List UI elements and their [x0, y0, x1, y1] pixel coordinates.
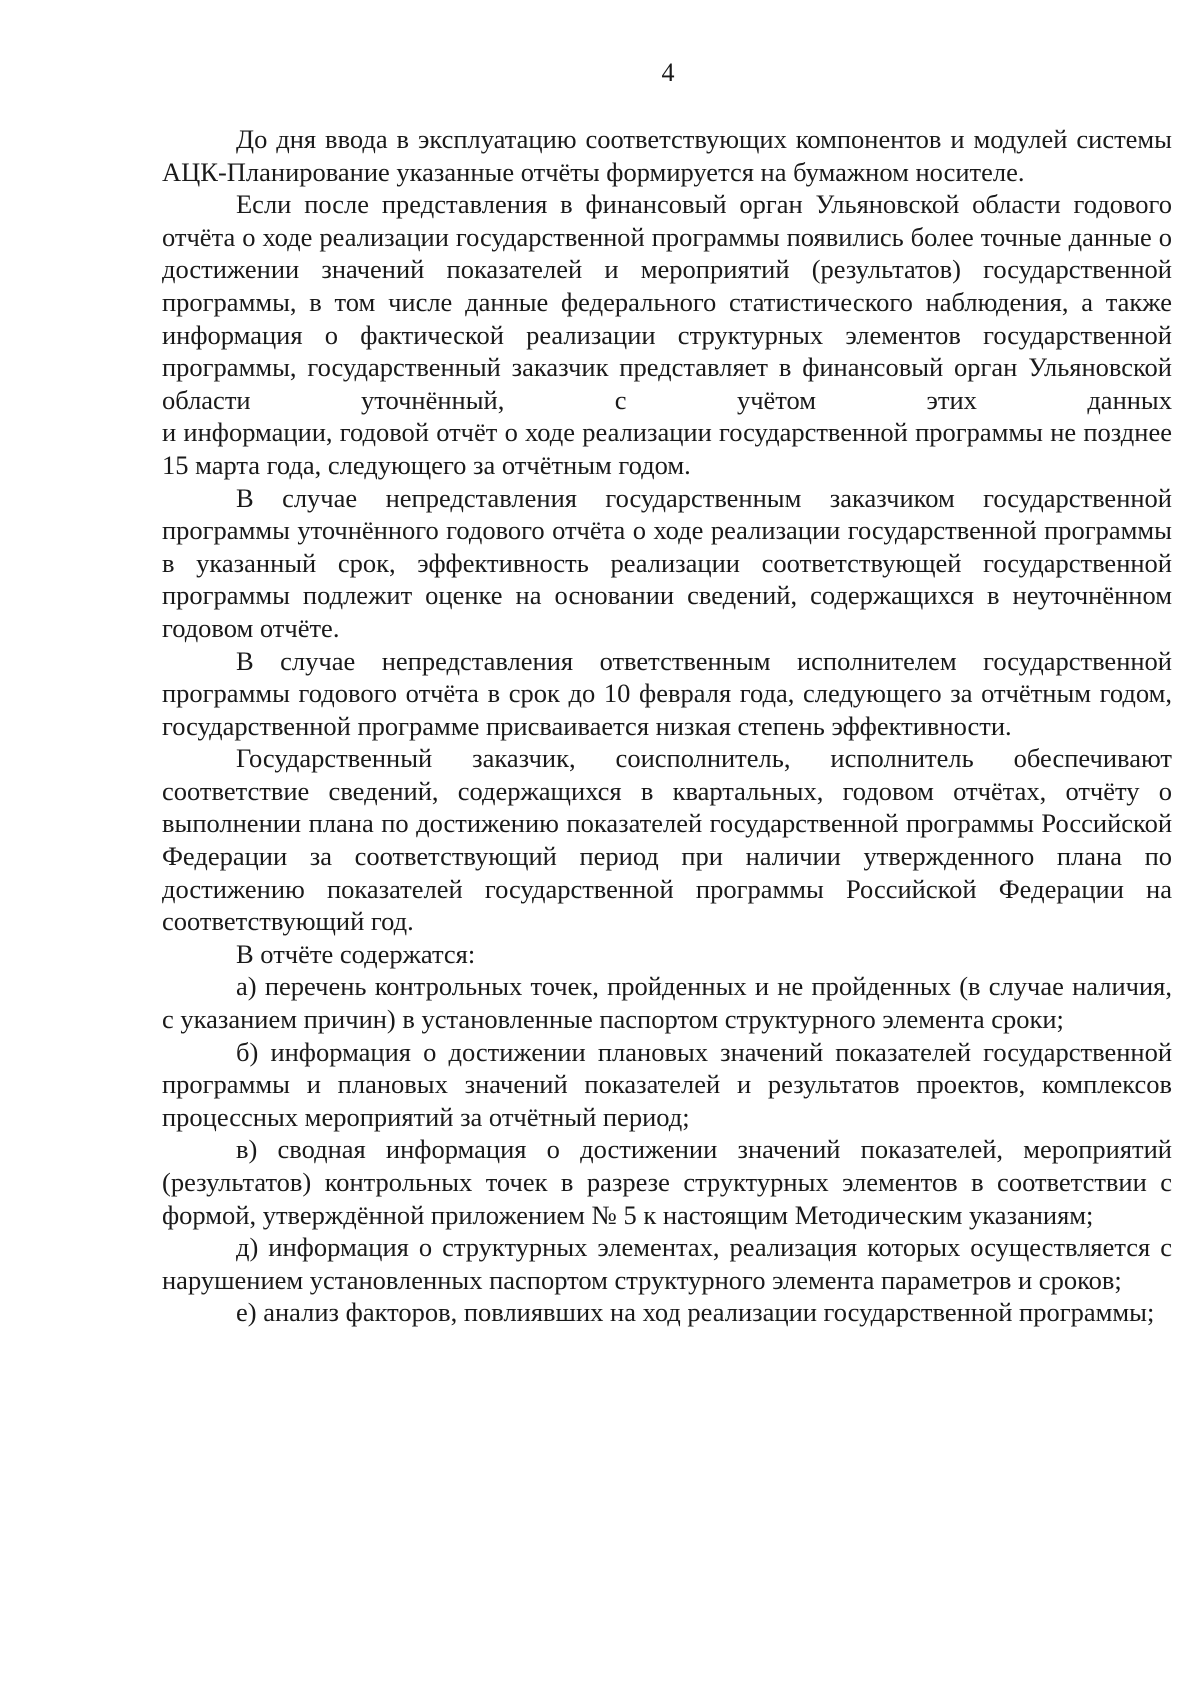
paragraph-unrefined-report: В случае непредставления государственным заказчиком государственной программы уточнённого годового отчёта о ходе реализации государственной программы в указанный срок, эффективность реализации соответствующей государственной программы подлежит оценке на основании сведений, содержащихся в неуточнённом годовом отчёте.	[162, 482, 1172, 643]
list-item-e: е) анализ факторов, повлиявших на ход реализации государственной программы;	[236, 1297, 1155, 1328]
paragraph-report-contents-intro: В отчёте содержатся:	[236, 938, 476, 969]
paragraph-low-efficiency: В случае непредставления ответственным исполнителем государственной программы годового отчёта в срок до 10 февраля года, следующего за отчётным годом, государственной программе присваивается низкая степень эффективности.	[162, 645, 1172, 741]
list-item-v: в) сводная информация о достижении значений показателей, мероприятий (результатов) контрольных точек в разрезе структурных элементов в соответствии с формой, утверждённой приложением № 5 к настоящим Методическим указаниям;	[162, 1134, 1172, 1230]
paragraph-consistency: Государственный заказчик, соисполнитель, исполнитель обеспечивают соответствие сведений, содержащихся в квартальных, годовом отчётах, отчёту о выполнении плана по достижению показателей государственной программы Российской Федерации за соответствующий период при наличии утвержденного плана по достижению показателей государственной программы Российской Федерации на соответствующий год.	[162, 743, 1172, 937]
page-number: 4	[661, 58, 675, 87]
document-body	[162, 123, 1172, 1329]
list-item-b: б) информация о достижении плановых значений показателей государственной программы и плановых значений показателей и результатов проектов, комплексов процессных мероприятий за отчётный период;	[162, 1036, 1172, 1132]
paragraph-acc-planning: До дня ввода в эксплуатацию соответствующих компонентов и модулей системы АЦК-Планирование указанные отчёты формируется на бумажном носителе.	[162, 124, 1172, 187]
list-item-d: д) информация о структурных элементах, реализация которых осуществляется с нарушением установленных паспортом структурного элемента параметров и сроков;	[162, 1232, 1172, 1295]
paragraph-updated-report-continued: и информации, годовой отчёт о ходе реализации государственной программы не позднее 15 марта года, следующего за отчётным годом.	[162, 417, 1172, 480]
paragraph-updated-report: Если после представления в финансовый орган Ульяновской области годового отчёта о ходе реализации государственной программы появились более точные данные о достижении значений показателей и мероприятий (результатов) государственной программы, в том числе данные федерального статистического наблюдения, а также информация о фактической реализации структурных элементов государственной программы, государственный заказчик представляет в финансовый орган Ульяновской области уточнённый, с учётом этих данных	[162, 189, 1172, 415]
list-item-a: а) перечень контрольных точек, пройденных и не пройденных (в случае наличия, с указанием причин) в установленные паспортом структурного элемента сроки;	[162, 971, 1172, 1035]
